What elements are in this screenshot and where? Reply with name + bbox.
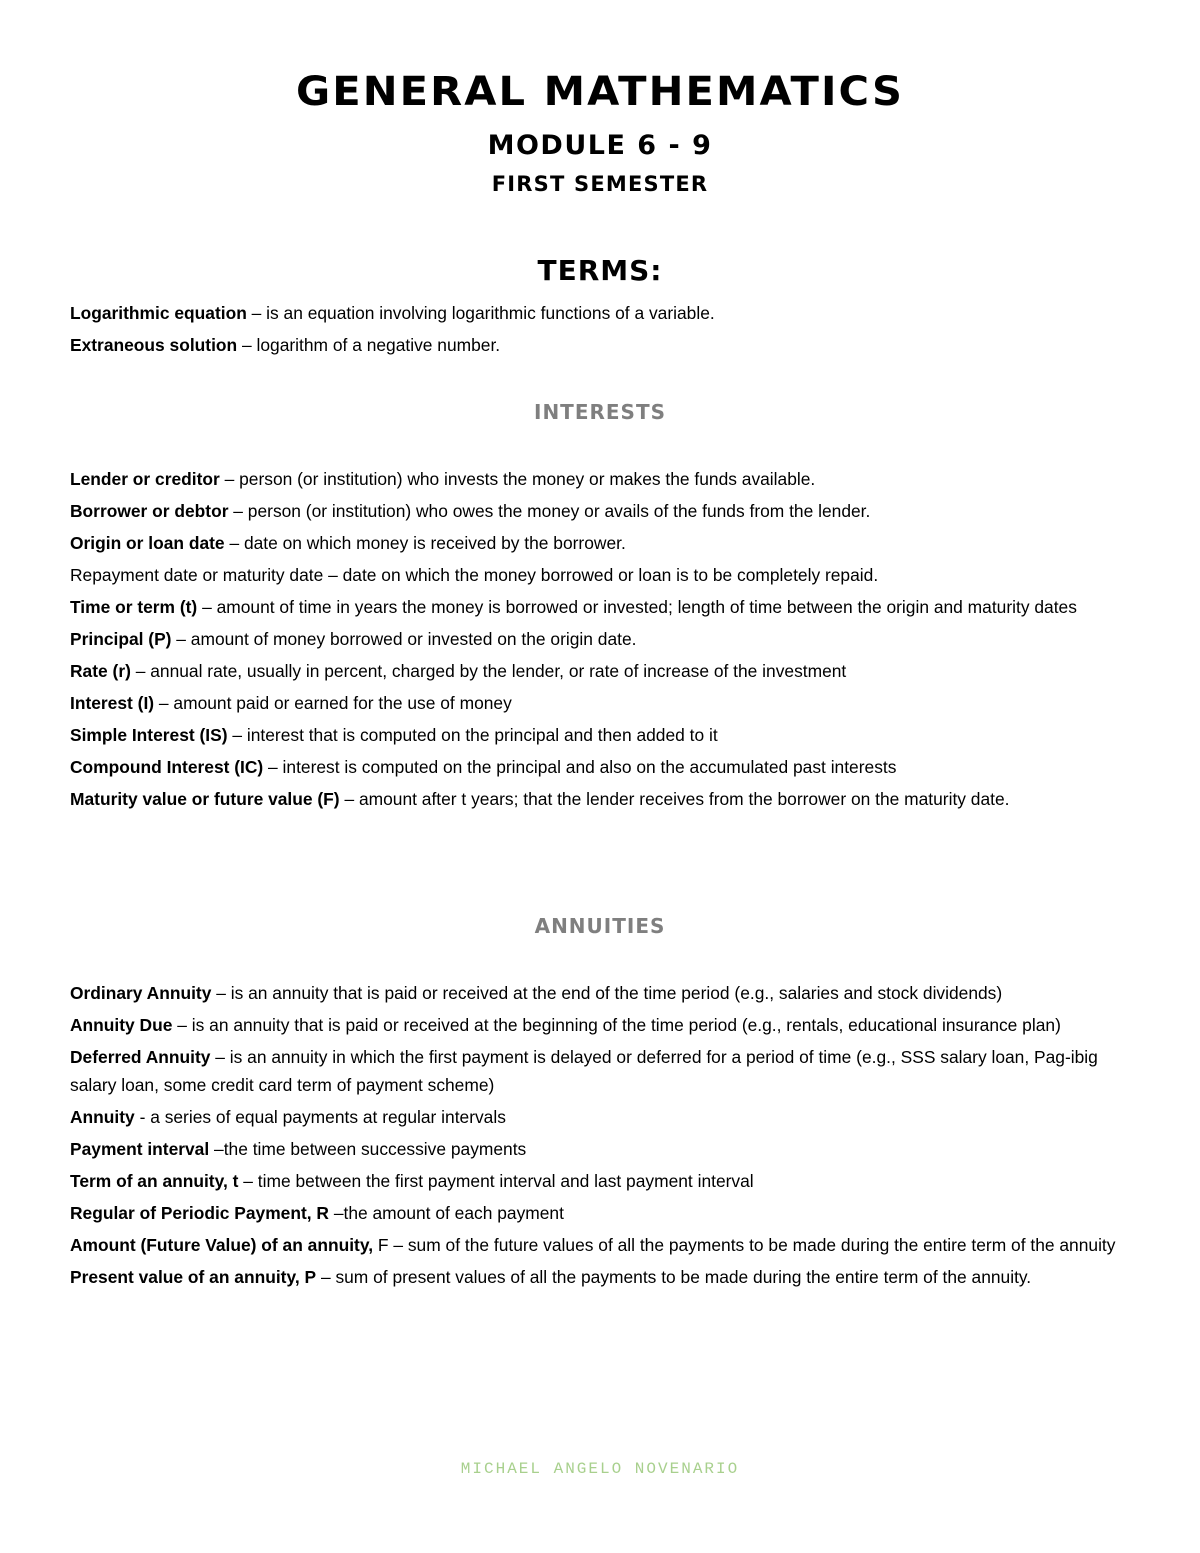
definition-entry [70,529,1132,557]
term-label: Interest (I) [70,693,155,713]
module-subtitle: MODULE 6 - 9 [487,130,713,161]
term-definition: – interest that is computed on the principal and then added to it [227,725,718,745]
definition-entry [70,625,1132,653]
term-definition: - a series of equal payments at regular intervals [134,1107,506,1127]
term-label: Ordinary Annuity [70,983,212,1003]
term-label: Amount (Future Value) of an annuity, [70,1235,374,1255]
term-definition: – time between the first payment interval and last payment interval [238,1171,754,1191]
definition-entry [70,497,1132,525]
definition-entry [70,1167,1132,1195]
term-label: Extraneous solution [70,335,238,355]
term-definition: – is an annuity in which the first payment is delayed or deferred for a period of time (e.g., SSS salary loan, Pag-ibig salary loan, some credit card term of payment scheme) [70,1047,1098,1095]
definition-entry [70,1043,1132,1099]
term-definition: – interest is computed on the principal and also on the accumulated past interests [263,757,897,777]
interests-heading: INTERESTS [534,400,666,424]
author-footer: MICHAEL ANGELO NOVENARIO [460,1460,740,1478]
term-definition: – is an annuity that is paid or received at the end of the time period (e.g., salaries and stock dividends) [211,983,1003,1003]
term-definition: – amount paid or earned for the use of money [154,693,512,713]
term-label: Regular of Periodic Payment, R [70,1203,329,1223]
definition-entry [70,1135,1132,1163]
term-definition: F – sum of the future values of all the payments to be made during the entire term of the annuity [373,1235,1116,1255]
term-label: Deferred Annuity [70,1047,211,1067]
term-label: Payment interval [70,1139,210,1159]
term-definition: – person (or institution) who owes the money or avails of the funds from the lender. [228,501,871,521]
term-label: Annuity Due [70,1015,173,1035]
term-definition: – amount of time in years the money is borrowed or invested; length of time between the origin and maturity dates [197,597,1077,617]
definition-entry [70,1103,1132,1131]
term-label: Borrower or debtor [70,501,229,521]
term-label: Time or term (t) [70,597,198,617]
term-label: Rate (r) [70,661,131,681]
term-definition: –the time between successive payments [209,1139,527,1159]
definition-entry [70,753,1132,781]
term-label: Origin or loan date [70,533,225,553]
definition-entry [70,299,1132,327]
term-label: Term of an annuity, t [70,1171,239,1191]
definition-entry [70,1199,1132,1227]
definition-entry [70,1011,1132,1039]
definition-entry [70,689,1132,717]
term-definition: – date on which money is received by the borrower. [224,533,626,553]
term-label: Lender or creditor [70,469,220,489]
term-definition: Repayment date or maturity date – date on which the money borrowed or loan is to be completely repaid. [70,565,879,585]
definition-entry [70,1263,1132,1291]
definition-entry [70,465,1132,493]
definition-entry [70,1231,1132,1259]
term-label: Present value of an annuity, P [70,1267,317,1287]
definition-entry [70,561,1132,589]
term-definition: – logarithm of a negative number. [237,335,501,355]
term-definition: – person (or institution) who invests the money or makes the funds available. [219,469,816,489]
term-definition: – sum of present values of all the payments to be made during the entire term of the annuity. [316,1267,1032,1287]
definition-entry [70,721,1132,749]
term-label: Principal (P) [70,629,172,649]
annuities-list [70,979,1132,1295]
definition-entry [70,657,1132,685]
document-title: GENERAL MATHEMATICS [295,69,904,115]
term-definition: – is an equation involving logarithmic functions of a variable. [246,303,715,323]
definition-entry [70,979,1132,1007]
term-label: Annuity [70,1107,135,1127]
term-definition: – amount of money borrowed or invested on the origin date. [171,629,637,649]
definition-entry [70,785,1132,813]
term-definition: – is an annuity that is paid or received at the beginning of the time period (e.g., rentals, educational insurance plan) [172,1015,1061,1035]
term-definition: – amount after t years; that the lender receives from the borrower on the maturity date. [339,789,1010,809]
term-definition: – annual rate, usually in percent, charged by the lender, or rate of increase of the investment [130,661,847,681]
terms-heading: TERMS: [537,254,663,287]
term-label: Compound Interest (IC) [70,757,264,777]
definition-entry [70,331,1132,359]
terms-list [70,299,1132,363]
annuities-heading: ANNUITIES [534,914,666,938]
term-label: Logarithmic equation [70,303,247,323]
term-label: Maturity value or future value (F) [70,789,340,809]
semester-label: FIRST SEMESTER [491,172,709,196]
term-label: Simple Interest (IS) [70,725,228,745]
definition-entry [70,593,1132,621]
interests-list [70,465,1132,817]
term-definition: –the amount of each payment [329,1203,564,1223]
